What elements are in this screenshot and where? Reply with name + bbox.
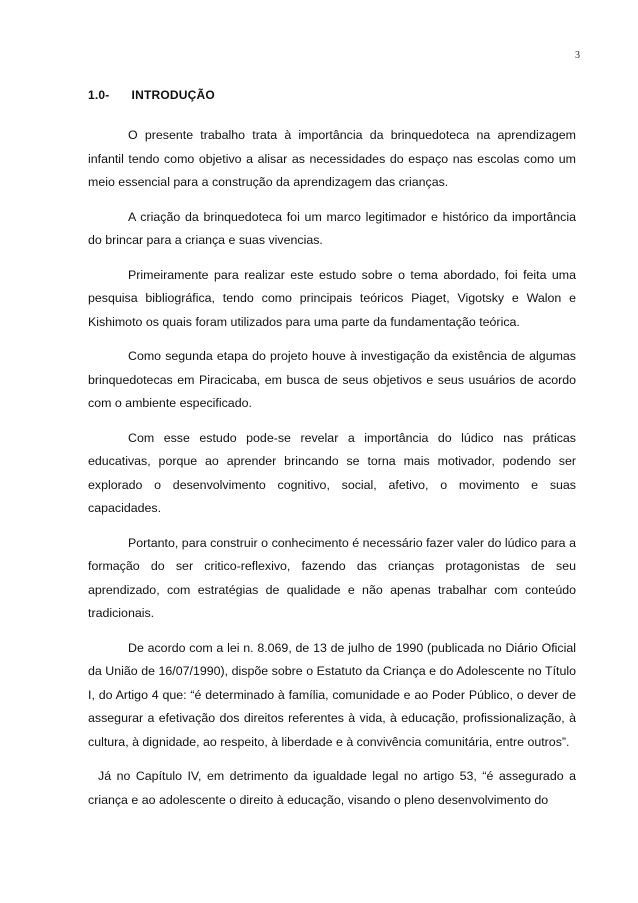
paragraph: Primeiramente para realizar este estudo sobre o tema abordado, foi feita uma pesquisa bibliográfica, tendo como principais teóricos Piaget, Vigotsky e Walon e Kishimoto os quais foram utilizados para uma parte da fundamentação teórica. [88,267,576,329]
section-heading [88,88,215,102]
paragraph: De acordo com a lei n. 8.069, de 13 de julho de 1990 (publicada no Diário Oficial da União de 16/07/1990), dispõe sobre o Estatuto da Criança e do Adolescente no Título I, do Artigo 4 que: “é determinado à família, comunidade e ao Poder Público, o dever de assegurar a efetivação dos direitos referentes à vida, à educação, profissionalização, à cultura, à dignidade, ao respeito, à liberdade e à convivência comunitária, entre outros”. [88,640,576,749]
body-text [88,124,576,823]
page-number: 3 [575,50,580,61]
paragraph: A criação da brinquedoteca foi um marco legitimador e histórico da importância do brincar para a criança e suas vivencias. [88,209,576,247]
paragraph: Portanto, para construir o conhecimento é necessário fazer valer do lúdico para a formação do ser critico-reflexivo, fazendo das crianças protagonistas de seu aprendizado, com estratégias de qualidade e não apenas trabalhar com conteúdo tradicionais. [88,535,576,620]
section-title: INTRODUÇÃO [131,88,215,102]
paragraph: Como segunda etapa do projeto houve à investigação da existência de algumas brinquedotecas em Piracicaba, em busca de seus objetivos e seus usuários de acordo com o ambiente especificado. [88,349,576,410]
paragraph: O presente trabalho trata à importância da brinquedoteca na aprendizagem infantil tendo como objetivo a alisar as necessidades do espaço nas escolas como um meio essencial para a construção da aprendizagem das crianças. [88,128,576,189]
paragraph: Com esse estudo pode-se revelar a importância do lúdico nas práticas educativas, porque ao aprender brincando se torna mais motivador, podendo ser explorado o desenvolvimento cognitivo, social, afetivo, o movimento e suas capacidades. [88,430,576,515]
section-number: 1.0- [88,88,110,102]
paragraph: Já no Capítulo IV, em detrimento da igualdade legal no artigo 53, “é assegurado a criança e ao adolescente o direito à educação, visando o pleno desenvolvimento do [88,769,576,807]
